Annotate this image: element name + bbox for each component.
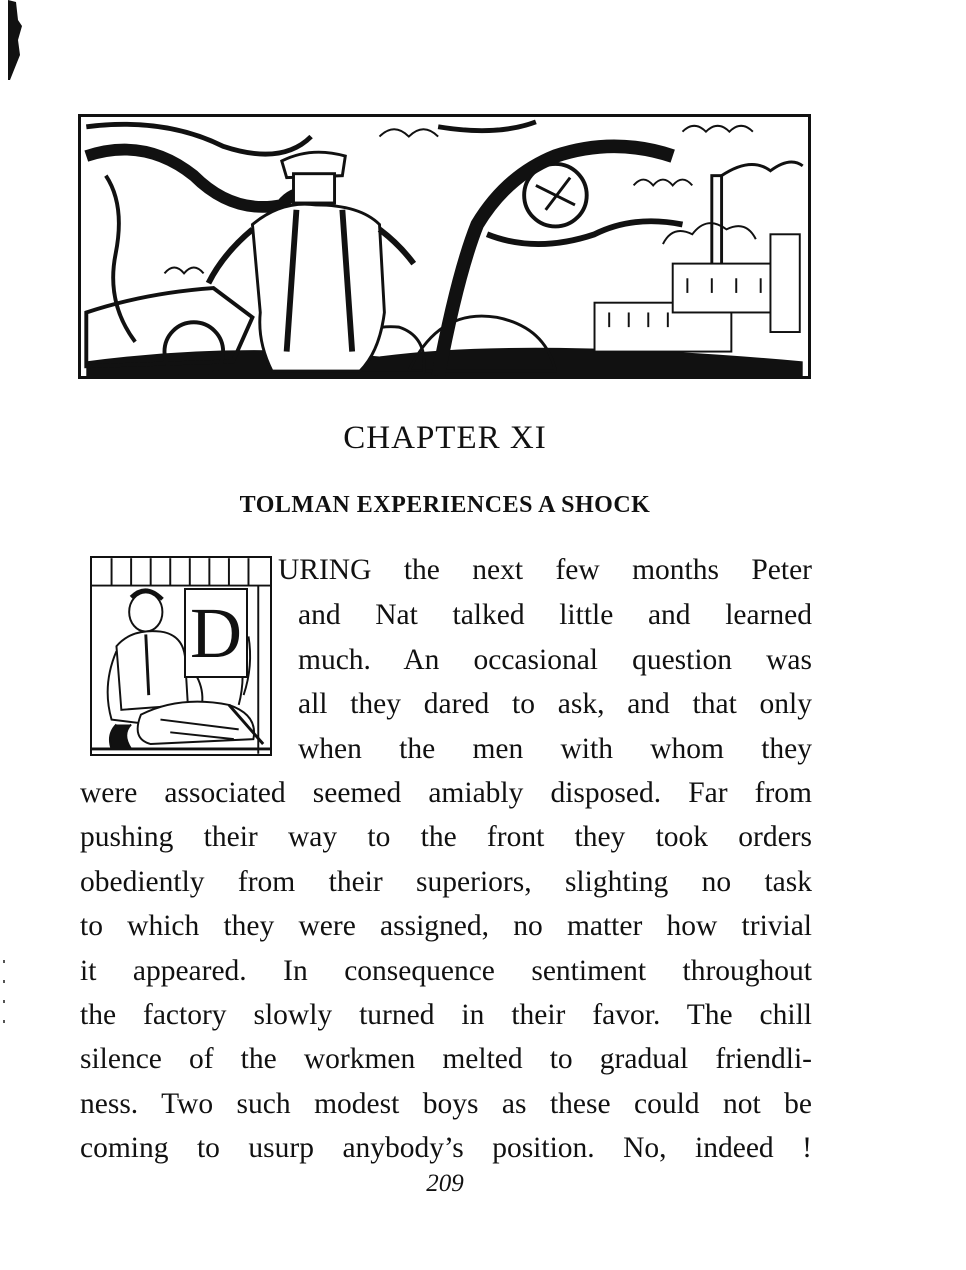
body-line-9: to which they were assigned, no matter how trivial xyxy=(80,910,812,942)
body-line-4: all they dared to ask, and that only xyxy=(298,688,812,720)
page-edge-shadow xyxy=(6,0,24,80)
factory-scene-icon xyxy=(81,117,808,376)
body-line-7: pushing their way to the front they took orders xyxy=(80,821,812,853)
page-number: 209 xyxy=(426,1170,464,1197)
body-line-14: coming to usurp anybody’s position. No, indeed ! xyxy=(80,1132,812,1164)
body-line-6: were associated seemed amiably disposed. Far from xyxy=(80,777,812,809)
body-line-8: obediently from their superiors, slighting no task xyxy=(80,866,812,898)
body-line-1: URING the next few months Peter xyxy=(278,554,812,586)
chapter-headpiece-illustration xyxy=(78,114,811,379)
chapter-title: TOLMAN EXPERIENCES A SHOCK xyxy=(239,492,651,518)
decorated-initial xyxy=(90,556,272,756)
body-line-5: when the men with whom they xyxy=(298,733,812,765)
chapter-number: CHAPTER XI xyxy=(343,420,547,456)
body-line-2: and Nat talked little and learned xyxy=(298,599,812,631)
body-line-13: ness. Two such modest boys as these could not be xyxy=(80,1088,812,1120)
dropcap-letter: D xyxy=(184,588,248,678)
body-line-10: it appeared. In consequence sentiment throughout xyxy=(80,955,812,987)
body-line-3: much. An occasional question was xyxy=(298,644,812,676)
body-line-12: silence of the workmen melted to gradual friendli- xyxy=(80,1043,812,1075)
margin-specks xyxy=(3,960,6,1030)
body-line-11: the factory slowly turned in their favor. The chill xyxy=(80,999,812,1031)
